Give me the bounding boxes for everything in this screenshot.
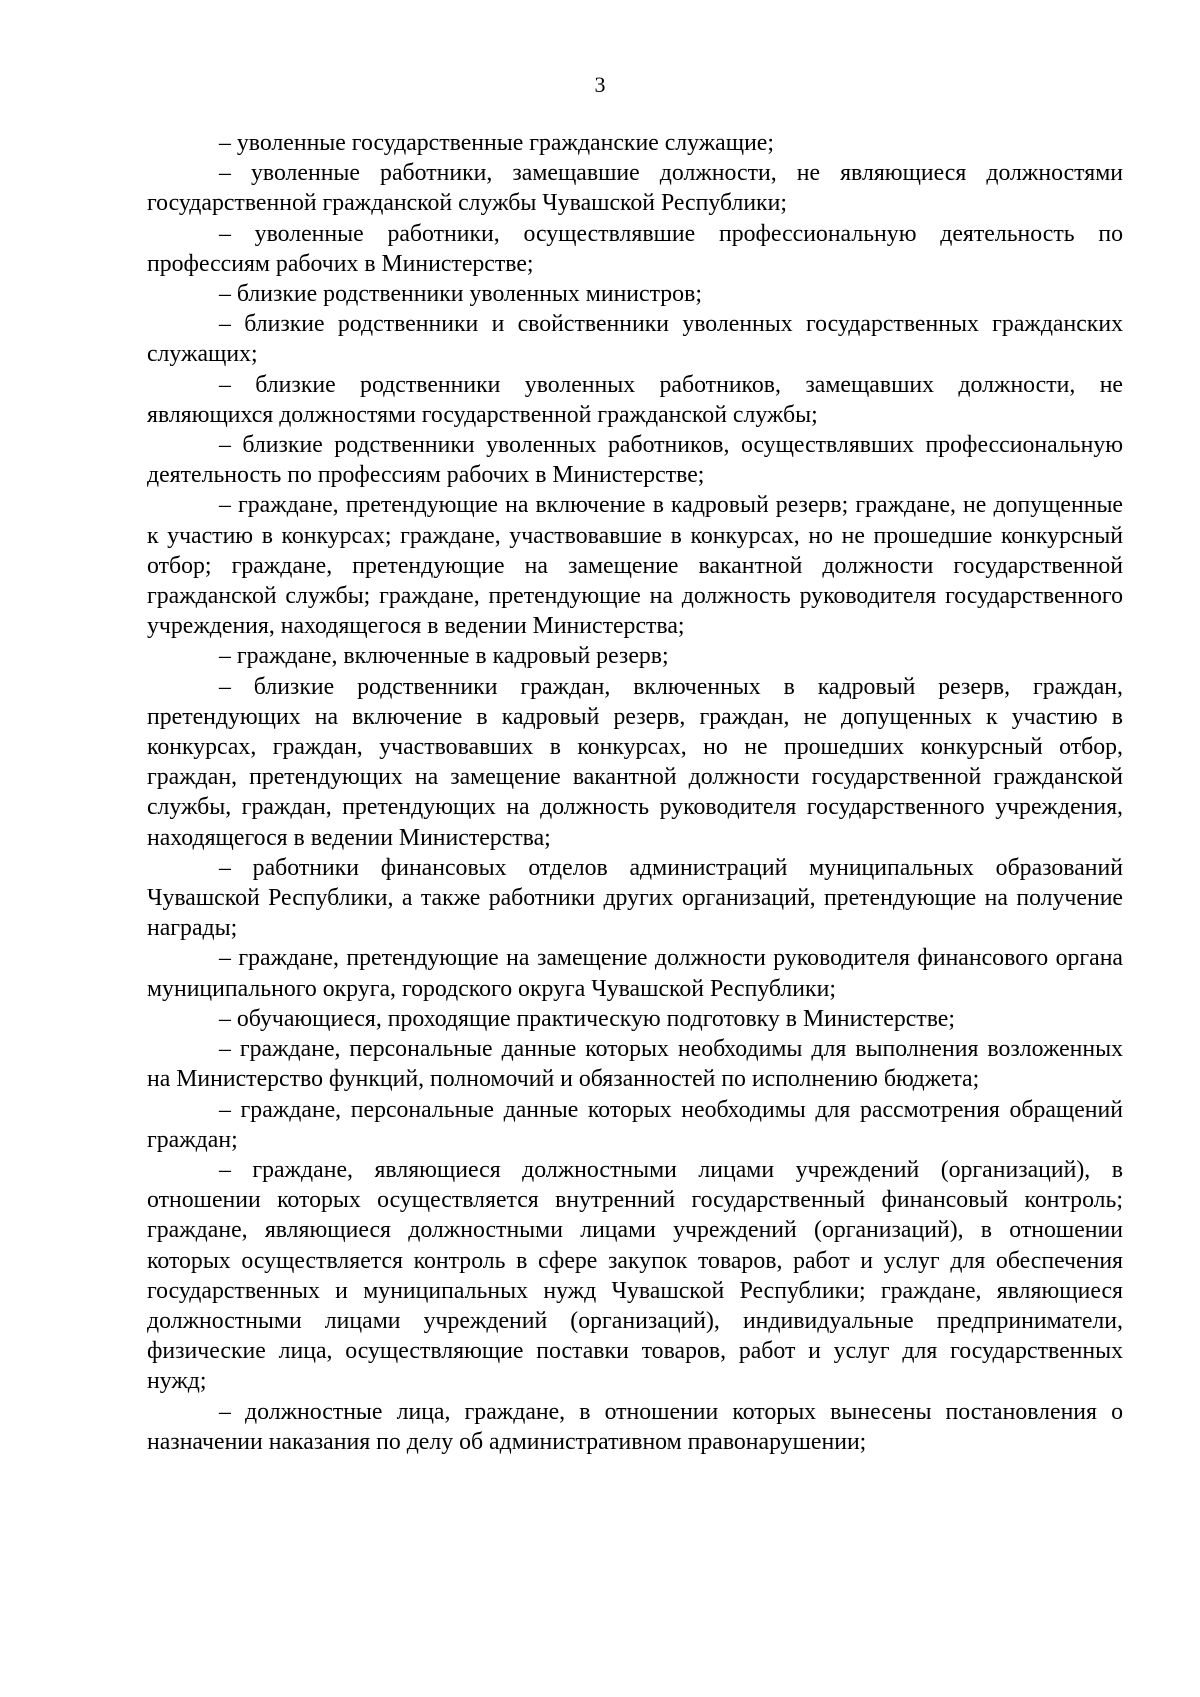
list-item: – граждане, претендующие на включение в кадровый резерв; граждане, не допущенные к участию в конкурсах; граждане, участвовавшие в конкурсах, но не прошедшие конкурсный отбор; граждане, претендующие на замещение вакантной должности государственной гражданской службы; граждане, претендующие на должность руководителя государственного учреждения, находящегося в ведении Министерства; — [147, 492, 1123, 640]
list-item: – близкие родственники граждан, включенных в кадровый резерв, граждан, претендующих на включение в кадровый резерв, граждан, не допущенных к участию в конкурсах, граждан, участвовавших в конкурсах, но не прошедших конкурсный отбор, граждан, претендующих на замещение вакантной должности государственной гражданской службы, граждан, претендующих на должность руководителя государственного учреждения, находящегося в ведении Министерства; — [147, 673, 1123, 851]
list-item: – граждане, персональные данные которых необходимы для рассмотрения обращений граждан; — [147, 1096, 1123, 1153]
list-item: – близкие родственники уволенных работников, замещавших должности, не являющихся должностями государственной гражданской службы; — [147, 371, 1123, 428]
list-item: – близкие родственники и свойственники уволенных государственных гражданских служащих; — [147, 311, 1123, 368]
list-item: – граждане, претендующие на замещение должности руководителя финансового органа муниципального округа, городского округа Чувашской Республики; — [147, 945, 1123, 1002]
list-item: – граждане, являющиеся должностными лицами учреждений (организаций), в отношении которых осуществляется внутренний государственный финансовый контроль; граждане, являющиеся должностными лицами учреждений (организаций), в отношении которых осуществляется контроль в сфере закупок товаров, работ и услуг для обеспечения государственных и муниципальных нужд Чувашской Республики; граждане, являющиеся должностными лицами учреждений (организаций), индивидуальные предприниматели, физические лица, осуществляющие поставки товаров, работ и услуг для государственных нужд; — [147, 1156, 1123, 1395]
list-item: – работники финансовых отделов администраций муниципальных образований Чувашской Республики, а также работники других организаций, претендующие на получение награды; — [147, 854, 1123, 942]
list-item: – граждане, включенные в кадровый резерв; — [219, 643, 669, 670]
list-item: – обучающиеся, проходящие практическую подготовку в Министерстве; — [219, 1005, 955, 1032]
list-item: – должностные лица, граждане, в отношении которых вынесены постановления о назначении наказания по делу об административном правонарушении; — [147, 1398, 1123, 1455]
page-number: 3 — [594, 72, 606, 97]
body-text — [147, 128, 1123, 1457]
list-item: – близкие родственники уволенных министров; — [219, 281, 702, 308]
list-item: – уволенные работники, осуществлявшие профессиональную деятельность по профессиям рабочих в Министерстве; — [147, 220, 1123, 277]
list-item: – уволенные государственные гражданские служащие; — [219, 130, 774, 156]
list-item: – уволенные работники, замещавшие должности, не являющиеся должностями государственной гражданской службы Чувашской Республики; — [147, 160, 1123, 217]
list-item: – близкие родственники уволенных работников, осуществлявших профессиональную деятельность по профессиям рабочих в Министерстве; — [147, 432, 1123, 489]
list-item: – граждане, персональные данные которых необходимы для выполнения возложенных на Министерство функций, полномочий и обязанностей по исполнению бюджета; — [147, 1036, 1123, 1093]
